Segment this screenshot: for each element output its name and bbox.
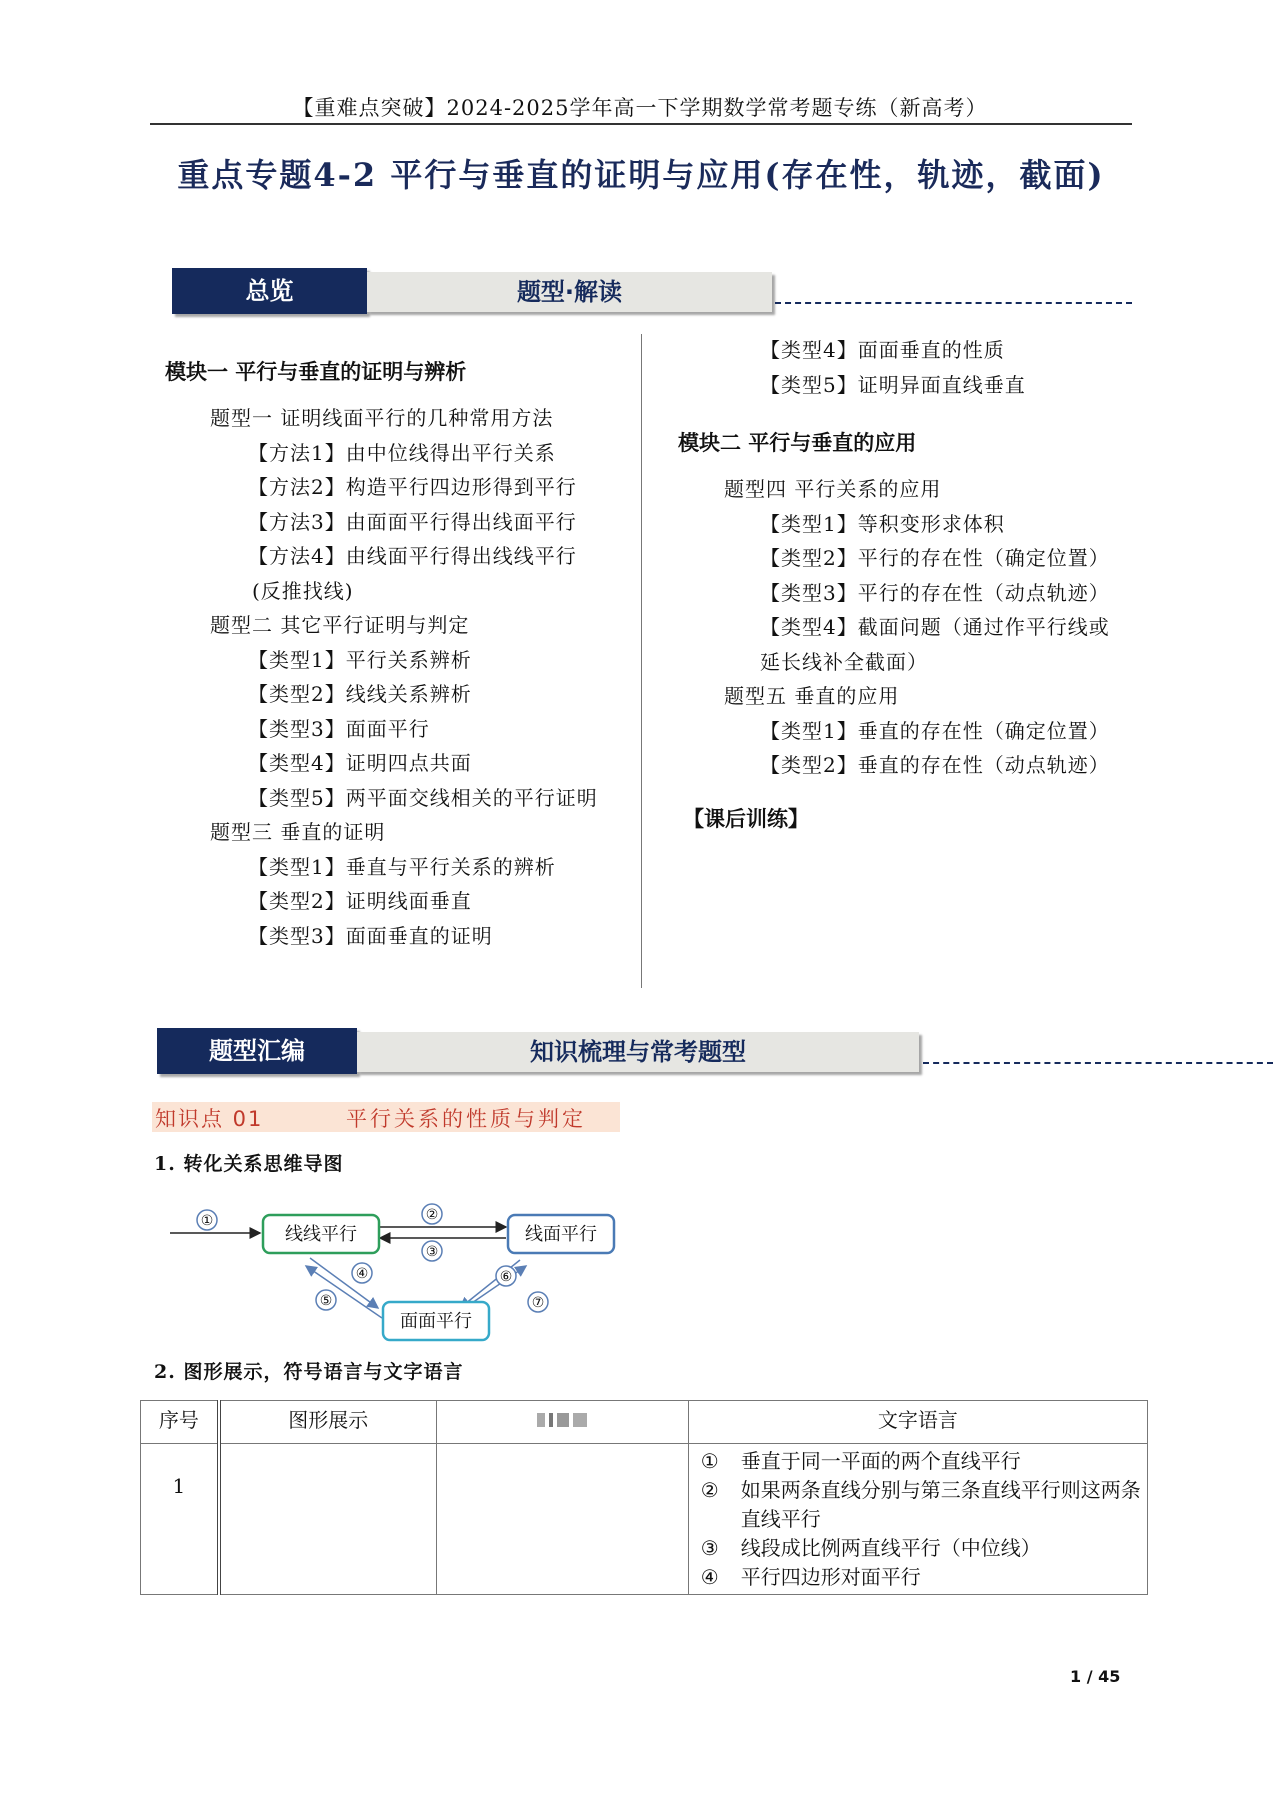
section1-heading: 1. 转化关系思维导图 <box>154 1153 344 1175</box>
banner-dash-line <box>775 302 1132 304</box>
knowledge-point-number: 知识点 01 <box>155 1107 264 1131</box>
row-text-cell <box>688 1444 1147 1595</box>
overview-banner <box>172 268 1132 314</box>
marker-1 <box>197 1210 217 1230</box>
list-item: 【类型1】垂直与平行关系的辨析 <box>248 854 556 879</box>
row-symbol-cell <box>436 1444 688 1595</box>
header-rule <box>150 123 1132 125</box>
marker-4 <box>352 1263 372 1283</box>
banner-overview-label: 总览 <box>172 268 367 314</box>
list-item: 【类型1】平行关系辨析 <box>248 647 472 672</box>
type-heading: 题型四 平行关系的应用 <box>724 477 942 501</box>
running-header: 【重难点突破】2024-2025学年高一下学期数学常考题专练（新高考） <box>292 96 988 120</box>
right-top-list <box>0 333 1026 402</box>
svg-text:④: ④ <box>355 1266 369 1282</box>
marker-5 <box>316 1290 336 1310</box>
table-row <box>141 1444 1148 1595</box>
row-index: 1 <box>141 1444 219 1595</box>
header-text-language: 文字语言 <box>688 1401 1147 1444</box>
svg-text:线面平行: 线面平行 <box>525 1224 597 1245</box>
svg-text:⑤: ⑤ <box>319 1293 333 1309</box>
compilation-banner <box>157 1028 1117 1074</box>
page-number: 1 / 45 <box>1070 1667 1121 1686</box>
parallel-relations-table <box>140 1400 1148 1595</box>
list-item: (反推找线) <box>252 578 354 603</box>
svg-text:②: ② <box>425 1207 439 1223</box>
header-symbol <box>436 1401 688 1444</box>
list-item: 【类型2】线线关系辨析 <box>248 682 472 706</box>
svg-text:⑦: ⑦ <box>531 1295 545 1311</box>
list-item: 【类型2】证明线面垂直 <box>248 889 472 913</box>
node-line-plane <box>508 1215 614 1253</box>
type-heading: 题型一 证明线面平行的几种常用方法 <box>210 406 554 430</box>
svg-text:面面平行: 面面平行 <box>400 1311 472 1332</box>
text-item: ③ 线段成比例两直线平行（中位线） <box>700 1536 1041 1560</box>
marker-6 <box>496 1266 516 1286</box>
list-item: 【类型4】面面垂直的性质 <box>760 338 1005 362</box>
module1-title: 模块一 平行与垂直的证明与辨析 <box>165 360 467 384</box>
transformation-diagram <box>160 1190 630 1355</box>
type-heading: 题型五 垂直的应用 <box>724 684 900 708</box>
type-heading: 题型二 其它平行证明与判定 <box>210 613 470 637</box>
document-title: 重点专题4-2 平行与垂直的证明与应用(存在性，轨迹，截面) <box>177 156 1105 194</box>
list-item: 【类型5】两平面交线相关的平行证明 <box>248 785 598 810</box>
list-item: 【类型3】面面平行 <box>248 716 430 741</box>
list-item: 【类型1】垂直的存在性（确定位置） <box>760 718 1110 743</box>
node-plane-plane <box>383 1302 489 1340</box>
marker-2 <box>422 1204 442 1224</box>
banner-overview-subtitle: 题型·解读 <box>367 272 772 312</box>
list-item: 【类型4】证明四点共面 <box>248 751 472 775</box>
banner-compilation-subtitle: 知识梳理与常考题型 <box>357 1032 919 1072</box>
text-item: ① 垂直于同一平面的两个直线平行 <box>700 1449 1021 1473</box>
list-item: 【类型4】截面问题（通过作平行线或 <box>760 615 1110 639</box>
list-item: 【类型1】等积变形求体积 <box>760 511 1005 536</box>
after-class-label: 【课后训练】 <box>683 807 809 831</box>
type-heading: 题型三 垂直的证明 <box>210 820 386 844</box>
list-item: 【方法2】构造平行四边形得到平行 <box>248 475 577 499</box>
list-item: 【类型2】平行的存在性（确定位置） <box>760 546 1110 570</box>
banner-compilation-label: 题型汇编 <box>157 1028 357 1074</box>
svg-text:①: ① <box>200 1213 214 1229</box>
text-item: ② 如果两条直线分别与第三条直线平行则这两条直线平行 <box>700 1478 1141 1531</box>
redacted-header-mark <box>537 1413 545 1427</box>
text-item: ④ 平行四边形对面平行 <box>700 1565 921 1589</box>
section2-heading: 2. 图形展示，符号语言与文字语言 <box>154 1361 464 1383</box>
svg-text:⑥: ⑥ <box>499 1269 513 1285</box>
list-item: 【方法1】由中位线得出平行关系 <box>248 440 556 465</box>
list-item: 【类型3】平行的存在性（动点轨迹） <box>760 580 1110 605</box>
list-item: 延长线补全截面） <box>760 649 928 674</box>
marker-7 <box>528 1292 548 1312</box>
marker-3 <box>422 1241 442 1261</box>
header-index: 序号 <box>141 1401 219 1444</box>
header-figure: 图形展示 <box>219 1401 437 1444</box>
module2-title: 模块二 平行与垂直的应用 <box>678 431 917 455</box>
list-item: 【类型2】垂直的存在性（动点轨迹） <box>760 753 1110 777</box>
svg-text:③: ③ <box>425 1244 439 1260</box>
list-item: 【类型5】证明异面直线垂直 <box>760 372 1026 397</box>
list-item: 【方法4】由线面平行得出线线平行 <box>248 544 577 568</box>
table-header-row <box>141 1401 1148 1444</box>
knowledge-point-title: 平行关系的性质与判定 <box>346 1107 586 1131</box>
list-item: 【类型3】面面垂直的证明 <box>248 923 493 948</box>
node-line-line <box>263 1215 379 1253</box>
svg-text:线线平行: 线线平行 <box>285 1224 357 1245</box>
list-item: 【方法3】由面面平行得出线面平行 <box>248 509 577 534</box>
row-figure-cell <box>219 1444 437 1595</box>
banner-dash-line <box>923 1062 1273 1064</box>
module2-list <box>0 472 1110 783</box>
